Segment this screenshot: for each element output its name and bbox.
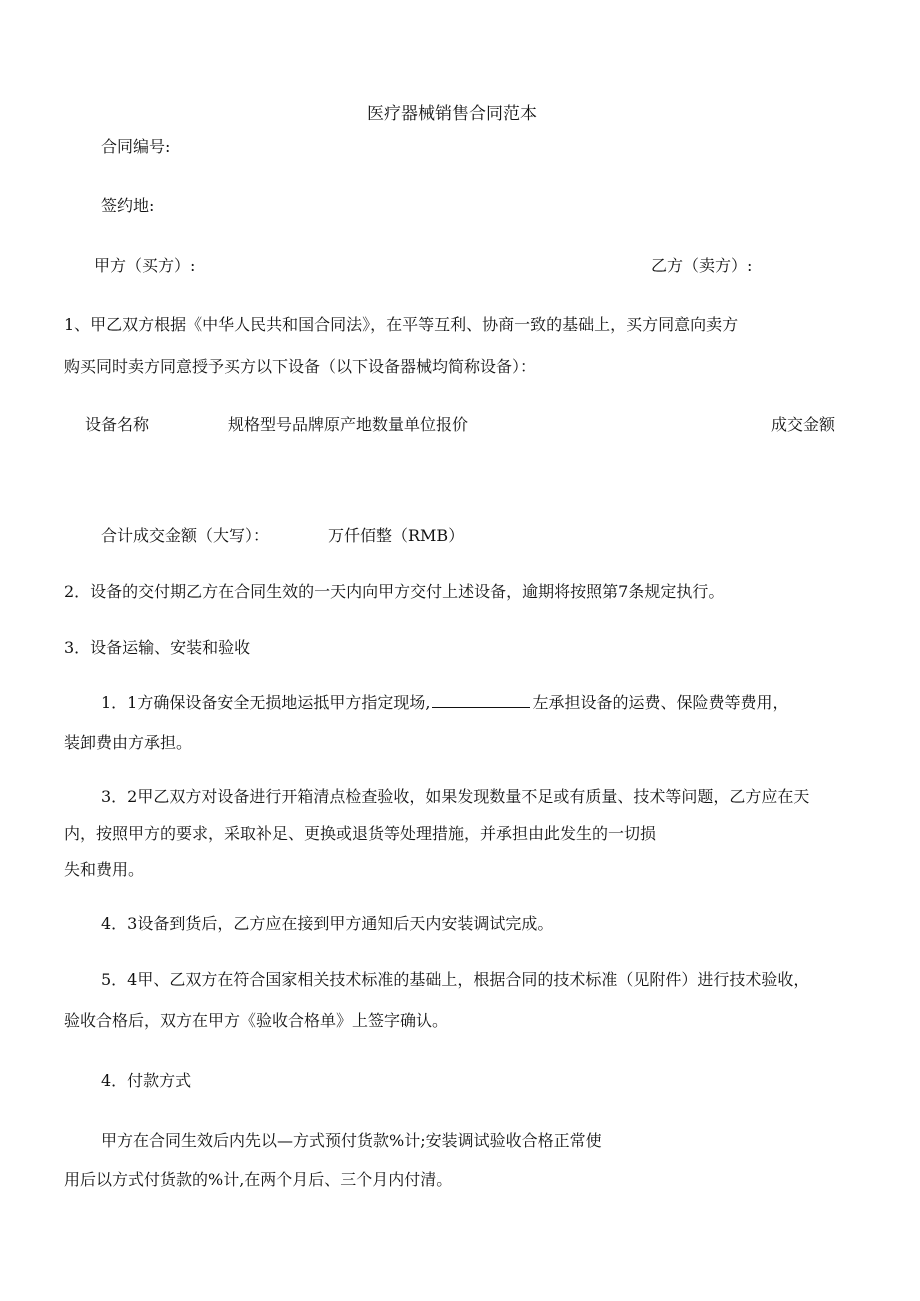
table-header-equipment-name: 设备名称 <box>85 415 150 434</box>
clause-1-line-1: 1、甲乙双方根据《中华人民共和国合同法》，在平等互利、协商一致的基础上，买方同意向卖方 <box>64 315 739 334</box>
clause-4-title: 4．付款方式 <box>101 1071 192 1090</box>
document-title: 医疗器械销售合同范本 <box>367 104 537 124</box>
contract-number-label: 合同编号: <box>101 137 171 156</box>
clause-3-1-part-1: 1．1方确保设备安全无损地运抵甲方指定现场, <box>101 693 431 712</box>
clause-2: 2．设备的交付期乙方在合同生效的一天内向甲方交付上述设备，逾期将按照第7条规定执行。 <box>64 582 725 601</box>
clause-3-4-line-2: 验收合格后，双方在甲方《验收合格单》上签字确认。 <box>64 1011 449 1030</box>
party-a-label: 甲方（买方）: <box>94 256 196 275</box>
clause-3-2-line-3: 失和费用。 <box>64 860 145 879</box>
clause-3-2-line-1: 3．2甲乙双方对设备进行开箱清点检查验收，如果发现数量不足或有质量、技术等问题，乙方应在天 <box>101 787 810 806</box>
party-b-label: 乙方（卖方）: <box>651 256 753 275</box>
clause-4-body-line-2: 用后以方式付货款的%计,在两个月后、三个月内付清。 <box>64 1170 453 1189</box>
table-header-amount: 成交金额 <box>771 415 836 434</box>
blank-underline <box>432 693 530 708</box>
clause-4-body-line-1: 甲方在合同生效后内先以—方式预付货款%计;安装调试验收合格正常使 <box>101 1131 602 1150</box>
clause-3-title: 3．设备运输、安装和验收 <box>64 638 251 657</box>
clause-1-line-2: 购买同时卖方同意授予买方以下设备（以下设备器械均简称设备）： <box>64 357 537 376</box>
total-amount-label: 合计成交金额（大写）： <box>101 526 270 545</box>
clause-3-1-part-2: 左承担设备的运费、保险费等费用， <box>532 693 789 712</box>
table-header-specs: 规格型号品牌原产地数量单位报价 <box>228 415 469 434</box>
clause-3-1-line-2: 装卸费由方承担。 <box>64 733 193 752</box>
clause-3-3: 4．3设备到货后，乙方应在接到甲方通知后天内安装调试完成。 <box>101 914 554 933</box>
total-amount-value: 万仟佰整（RMB） <box>328 526 465 545</box>
signing-place-label: 签约地: <box>101 196 155 215</box>
clause-3-4-line-1: 5．4甲、乙双方在符合国家相关技术标准的基础上，根据合同的技术标准（见附件）进行技术验收， <box>101 970 810 989</box>
clause-3-1-line-1 <box>101 693 788 713</box>
clause-3-2-line-2: 内，按照甲方的要求，采取补足、更换或退货等处理措施，并承担由此发生的一切损 <box>64 824 657 843</box>
